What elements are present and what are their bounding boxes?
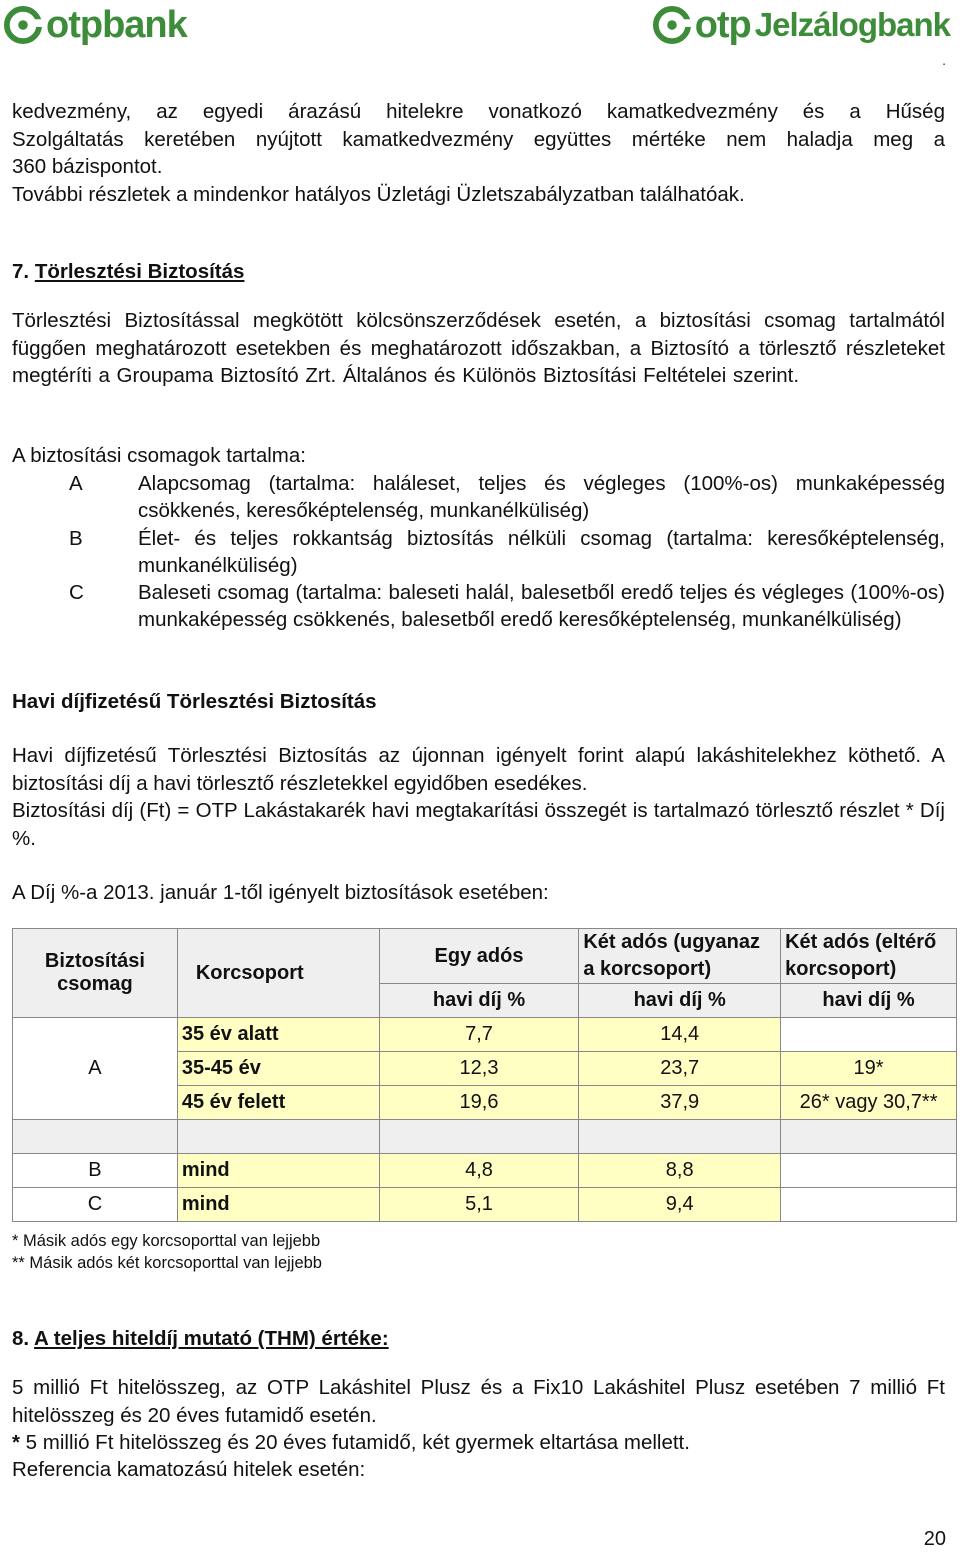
subheader-monthly-fee: havi díj % bbox=[781, 984, 957, 1018]
section-7-heading bbox=[12, 258, 945, 286]
fee-two-diff-cell bbox=[781, 1154, 957, 1188]
intro-line-2: Szolgáltatás keretében nyújtott kamatkedvezmény együttes mértéke nem haladja meg a bbox=[12, 127, 945, 151]
spacer-cell bbox=[379, 1120, 579, 1154]
otpbank-logo bbox=[4, 6, 187, 44]
spacer-cell bbox=[13, 1120, 178, 1154]
intro-line-3: 360 bázispontot. bbox=[12, 155, 163, 178]
table-row bbox=[13, 1188, 957, 1222]
monthly-fee-heading: Havi díjfizetésű Törlesztési Biztosítás bbox=[12, 690, 377, 713]
packages-intro: A biztosítási csomagok tartalma: bbox=[12, 444, 306, 467]
fee-one-cell: 7,7 bbox=[379, 1018, 579, 1052]
monthly-fee-paragraph-3: A Díj %-a 2013. január 1-től igényelt biztosítások esetében: bbox=[12, 881, 549, 904]
spacer-cell bbox=[177, 1120, 379, 1154]
logo-left-text: otpbank bbox=[46, 4, 187, 46]
otp-logo-mark-icon bbox=[4, 6, 42, 44]
monthly-fee-paragraph-2: Biztosítási díj (Ft) = OTP Lakástakarék havi megtakarítási összegét is tartalmazó törlesztő részlet * Díj %. bbox=[12, 799, 945, 850]
fee-two-same-cell: 37,9 bbox=[579, 1086, 781, 1120]
header-age-group: Korcsoport bbox=[177, 929, 379, 1018]
monthly-fee-paragraph-1: Havi díjfizetésű Törlesztési Biztosítás az újonnan igényelt forint alapú lakáshitelekhez köthető. A biztosítási díj a havi törlesztő részletekkel egyidőben esedékes. bbox=[12, 744, 945, 795]
fee-one-cell: 12,3 bbox=[379, 1052, 579, 1086]
insurance-fee-table bbox=[12, 928, 957, 1222]
subheader-monthly-fee: havi díj % bbox=[379, 984, 579, 1018]
fee-two-same-cell: 23,7 bbox=[579, 1052, 781, 1086]
package-b-cell: B bbox=[13, 1154, 178, 1188]
otp-logo-mark-icon bbox=[653, 6, 691, 44]
package-letter: B bbox=[69, 527, 83, 550]
section-8-heading bbox=[12, 1325, 945, 1353]
package-text: Élet- és teljes rokkantság biztosítás nélküli csomag (tartalma: keresőképtelenség, munkanélküliség) bbox=[138, 527, 945, 577]
age-cell: 45 év felett bbox=[177, 1086, 379, 1120]
package-item-b bbox=[12, 525, 945, 579]
header-two-debtors-same: Két adós (ugyanaz a korcsoport) bbox=[579, 929, 781, 984]
table-row bbox=[13, 1154, 957, 1188]
fee-two-same-cell: 14,4 bbox=[579, 1018, 781, 1052]
logo-right-suffix: Jelzálogbank bbox=[754, 6, 950, 43]
fee-two-same-cell: 9,4 bbox=[579, 1188, 781, 1222]
package-item-a bbox=[12, 470, 945, 524]
age-cell: mind bbox=[177, 1188, 379, 1222]
section-8-paragraph-3: Referencia kamatozású hitelek esetén: bbox=[12, 1458, 366, 1481]
section-7-number: 7. bbox=[12, 260, 30, 283]
age-cell: 35-45 év bbox=[177, 1052, 379, 1086]
section-8-paragraph-2 bbox=[12, 1429, 945, 1457]
section-8-paragraph-1: 5 millió Ft hitelösszeg, az OTP Lakáshitel Plusz és a Fix10 Lakáshitel Plusz esetében 7 millió Ft hitelösszeg és 20 éves futamidő esetén. bbox=[12, 1376, 945, 1427]
intro-line-4: További részletek a mindenkor hatályos Üzletági Üzletszabályzatban találhatóak. bbox=[12, 182, 745, 206]
header-two-debtors-diff: Két adós (eltérő korcsoport) bbox=[781, 929, 957, 984]
page-number: 20 bbox=[923, 1528, 946, 1550]
header-one-debtor: Egy adós bbox=[379, 929, 579, 984]
table-spacer-row bbox=[13, 1120, 957, 1154]
otp-jelzalogbank-logo bbox=[653, 6, 950, 44]
star-marker: * bbox=[12, 1431, 20, 1454]
fee-one-cell: 19,6 bbox=[379, 1086, 579, 1120]
package-letter: A bbox=[69, 472, 83, 495]
fee-one-cell: 5,1 bbox=[379, 1188, 579, 1222]
fee-two-diff-cell: 19* bbox=[781, 1052, 957, 1086]
package-text: Baleseti csomag (tartalma: baleseti halál, balesetből eredő teljes és végleges (100%-os) munkaképesség csökkenés, balesetből eredő keresőképtelenség, munkanélküliség) bbox=[138, 581, 945, 631]
section-8-title: A teljes hiteldíj mutató (THM) értéke: bbox=[34, 1327, 389, 1350]
package-c-cell: C bbox=[13, 1188, 178, 1222]
fee-two-same-cell: 8,8 bbox=[579, 1154, 781, 1188]
section-8-paragraph-2-text: 5 millió Ft hitelösszeg és 20 éves futamidő, két gyermek eltartása mellett. bbox=[19, 1431, 690, 1454]
header-package: Biztosítási csomag bbox=[13, 929, 178, 1018]
package-item-c bbox=[12, 579, 945, 660]
header-dot: . bbox=[942, 52, 946, 68]
package-text: Alapcsomag (tartalma: haláleset, teljes és végleges (100%-os) munkaképesség csökkenés, keresőképtelenség, munkanélküliség) bbox=[138, 472, 945, 522]
fee-two-diff-cell: 26* vagy 30,7** bbox=[781, 1086, 957, 1120]
section-8-number: 8. bbox=[12, 1327, 30, 1350]
footnote-1: * Másik adós egy korcsoporttal van lejjebb bbox=[12, 1232, 321, 1250]
table-header-row bbox=[13, 929, 957, 984]
age-cell: 35 év alatt bbox=[177, 1018, 379, 1052]
table-row bbox=[13, 1018, 957, 1052]
age-cell: mind bbox=[177, 1154, 379, 1188]
page-header bbox=[0, 0, 960, 68]
fee-one-cell: 4,8 bbox=[379, 1154, 579, 1188]
section-7-paragraph: Törlesztési Biztosítással megkötött kölcsönszerződések esetén, a biztosítási csomag tartalmától függően meghatározott esetekben és meghatározott időszakban, a Biztosító a törlesztő részleteket megtéríti a Groupama Biztosító Zrt. Általános és Különös Biztosítási Feltételei szerint. bbox=[12, 309, 945, 387]
intro-paragraph bbox=[12, 98, 945, 208]
subheader-monthly-fee: havi díj % bbox=[579, 984, 781, 1018]
package-letter: C bbox=[69, 581, 84, 604]
fee-two-diff-cell bbox=[781, 1018, 957, 1052]
fee-two-diff-cell bbox=[781, 1188, 957, 1222]
footnote-2: ** Másik adós két korcsoporttal van lejjebb bbox=[12, 1254, 322, 1272]
spacer-cell bbox=[781, 1120, 957, 1154]
package-a-cell: A bbox=[13, 1018, 178, 1120]
section-7-title: Törlesztési Biztosítás bbox=[34, 260, 245, 283]
logo-right-prefix: otp bbox=[694, 4, 751, 46]
spacer-cell bbox=[579, 1120, 781, 1154]
intro-line-1: kedvezmény, az egyedi árazású hitelekre vonatkozó kamatkedvezmény és a Hűség bbox=[12, 100, 945, 123]
